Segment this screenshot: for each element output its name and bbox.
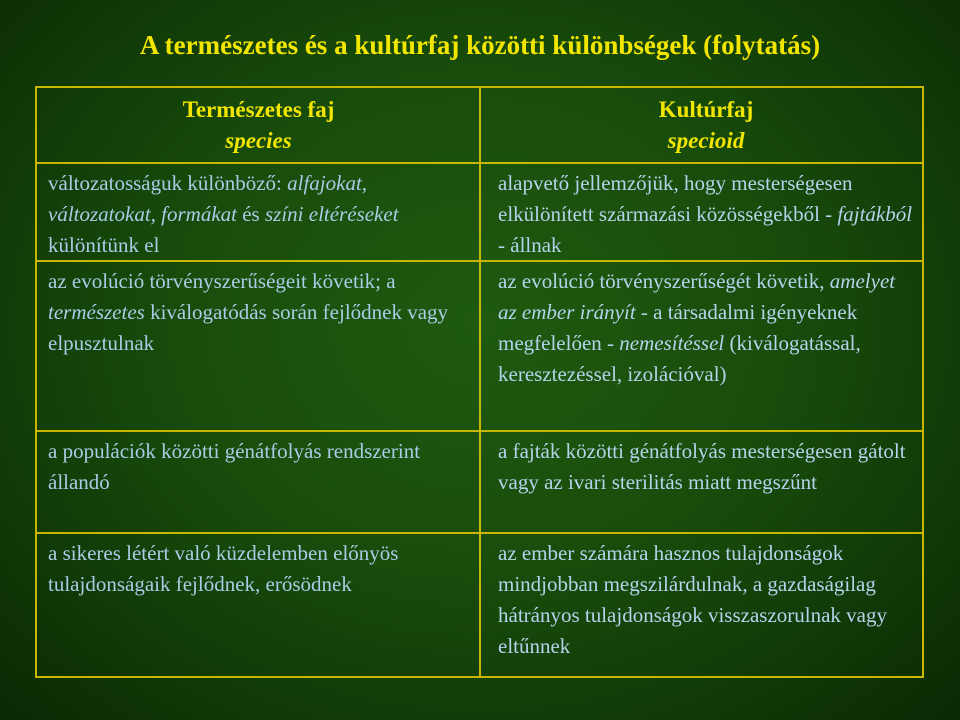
row4-natural-cell [37, 534, 481, 676]
text-segment-italic: eltéréseket [308, 202, 399, 226]
row3-cultivated-cell [481, 432, 924, 534]
text-segment: az evolúció törvényszerűségeit követik; a [48, 269, 396, 293]
text-segment-italic: fajtákból [837, 202, 913, 226]
text-segment-italic: alfajokat, [287, 171, 368, 195]
text-segment-italic: természetes [48, 300, 145, 324]
header-cultivated-species-sub: specioid [667, 128, 745, 153]
text-segment: - állnak [498, 233, 562, 257]
text-segment: a fajták közötti génátfolyás mesterségesen gátolt vagy az ivari sterilitás miatt megszűnt [498, 439, 906, 494]
text-segment-italic: változatokat, formákat [48, 202, 237, 226]
row2-cultivated-cell [481, 262, 924, 432]
text-segment: a sikeres létért való küzdelemben előnyös tulajdonságaik fejlődnek, erősödnek [48, 541, 399, 596]
text-segment-italic: amelyet az ember irányít [498, 269, 896, 324]
comparison-table [35, 86, 924, 678]
header-cultivated-species [481, 88, 924, 164]
header-natural-species-name: Természetes faj [182, 97, 335, 122]
text-segment: és [236, 202, 265, 226]
text-segment: különítünk el [48, 233, 160, 257]
row4-cultivated-cell [481, 534, 924, 676]
text-segment: változatosságuk különböző: [48, 171, 288, 195]
row1-natural-cell [37, 164, 481, 262]
text-segment-italic: színi [264, 202, 304, 226]
text-segment: - a társadalmi igényeknek megfelelően - [498, 300, 858, 355]
header-cultivated-species-name: Kultúrfaj [658, 97, 754, 122]
row2-natural-cell [37, 262, 481, 432]
header-natural-species [37, 88, 481, 164]
text-segment: kiválogatódás során fejlődnek vagy elpusztulnak [48, 300, 449, 355]
text-segment: alapvető jellemzőjük, hogy mesterségesen elkülönített származási közösségekből - [498, 171, 853, 226]
row1-cultivated-cell [481, 164, 924, 262]
row3-natural-cell [37, 432, 481, 534]
text-segment-italic: nemesítéssel [619, 331, 725, 355]
text-segment: (kiválogatással, keresztezéssel, izolációval) [498, 331, 861, 386]
text-segment: az evolúció törvényszerűségét követik, [498, 269, 830, 293]
text-segment: az ember számára hasznos tulajdonságok mindjobban megszilárdulnak, a gazdaságilag hátrányos tulajdonságok visszaszorulnak vagy eltűnnek [498, 541, 887, 658]
header-natural-species-sub: species [225, 128, 292, 153]
slide-title: A természetes és a kultúrfaj közötti különbségek (folytatás) [139, 30, 821, 60]
text-segment: a populációk közötti génátfolyás rendszerint állandó [48, 439, 421, 494]
